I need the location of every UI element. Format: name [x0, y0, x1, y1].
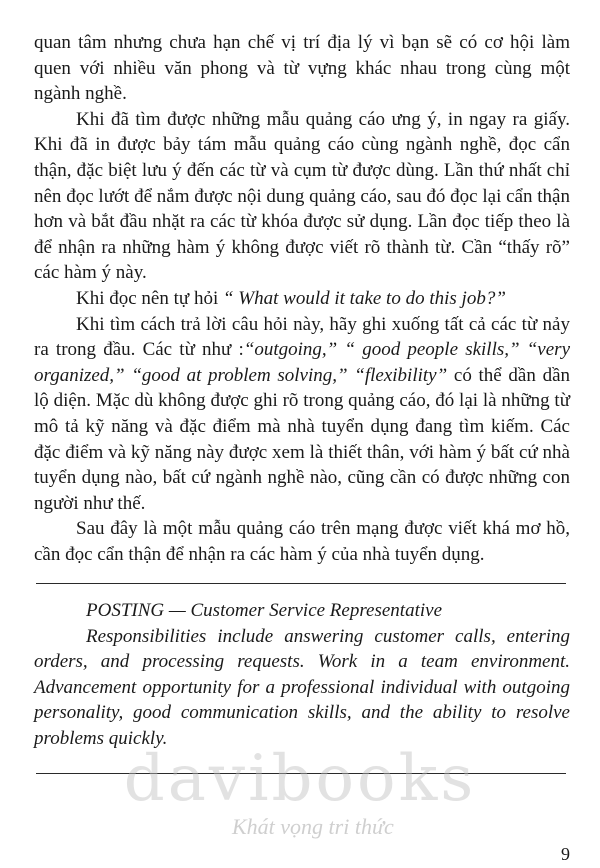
top-divider — [36, 583, 566, 584]
job-posting-box — [34, 598, 570, 752]
paragraph — [34, 516, 570, 567]
watermark-logo: davibooks — [123, 742, 477, 816]
italic-phrase: “ What would it take to do this job?” — [222, 287, 506, 309]
paragraph — [34, 286, 570, 312]
page-number: 9 — [561, 844, 570, 864]
text-run: Khi đã tìm được những mẫu quảng cáo ưng ý, in ngay ra giấy. Khi đã in được bảy tám mẫu quảng cáo cùng ngành nghề, đọc cẩn thận, đặc biệt lưu ý đến các từ và cụm từ được dùng. Lần thứ nhất chỉ nên đọc lướt để nắm được nội dung quảng cáo, sau đó đọc lại cẩn thận hơn và bắt đầu nhặt ra các từ khóa được sử dụng. Lần đọc tiếp theo là để nhận ra những hàm ý không được viết rõ thành từ. Cần “thấy rõ” các hàm ý này. — [34, 108, 570, 284]
paragraph — [34, 107, 570, 286]
paragraph — [34, 30, 570, 107]
paragraph — [34, 312, 570, 517]
text-run: quan tâm nhưng chưa hạn chế vị trí địa lý vì bạn sẽ có cơ hội làm quen với nhiều văn phong và từ vựng khác nhau trong cùng một ngành nghề. — [34, 32, 570, 105]
text-run: Khi đọc nên tự hỏi — [76, 287, 223, 309]
bottom-divider — [36, 773, 566, 774]
italic-phrase: “outgoing,” — [243, 339, 338, 361]
text-run: có thể dần dần lộ diện. Mặc dù không được ghi rõ trong quảng cáo, đó lại là những từ mô tả kỹ năng và đặc điểm mà nhà tuyển dụng đang tìm kiếm. Các đặc điểm và kỹ năng này được xem là thiết thân, với hàm ý bất cứ nhà tuyển dụng nào, bất cứ ngành nghề nào, cũng cần có được những con người như thế. — [34, 364, 571, 514]
watermark-tagline: Khát vọng tri thức — [232, 814, 394, 839]
italic-phrase: “ good people skills,” “very organized,” “good at problem solving,” “flexibility” — [34, 339, 571, 386]
posting-text: Responsibilities include answering customer calls, entering orders, and processing requests. Work in a team environment. Advancement opportunity for a professional individual with outgoing personality, good communication skills, and the ability to resolve problems quickly. — [34, 625, 570, 749]
posting-heading: POSTING — Customer Service Representative — [86, 600, 442, 621]
text-run: Sau đây là một mẫu quảng cáo trên mạng được viết khá mơ hồ, cần đọc cẩn thận để nhận ra các hàm ý của nhà tuyển dụng. — [34, 518, 570, 565]
body-text — [34, 30, 570, 567]
text-run: Khi tìm cách trả lời câu hỏi này, hãy ghi xuống tất cả các từ nảy ra trong đầu. Các từ như : — [34, 313, 570, 361]
